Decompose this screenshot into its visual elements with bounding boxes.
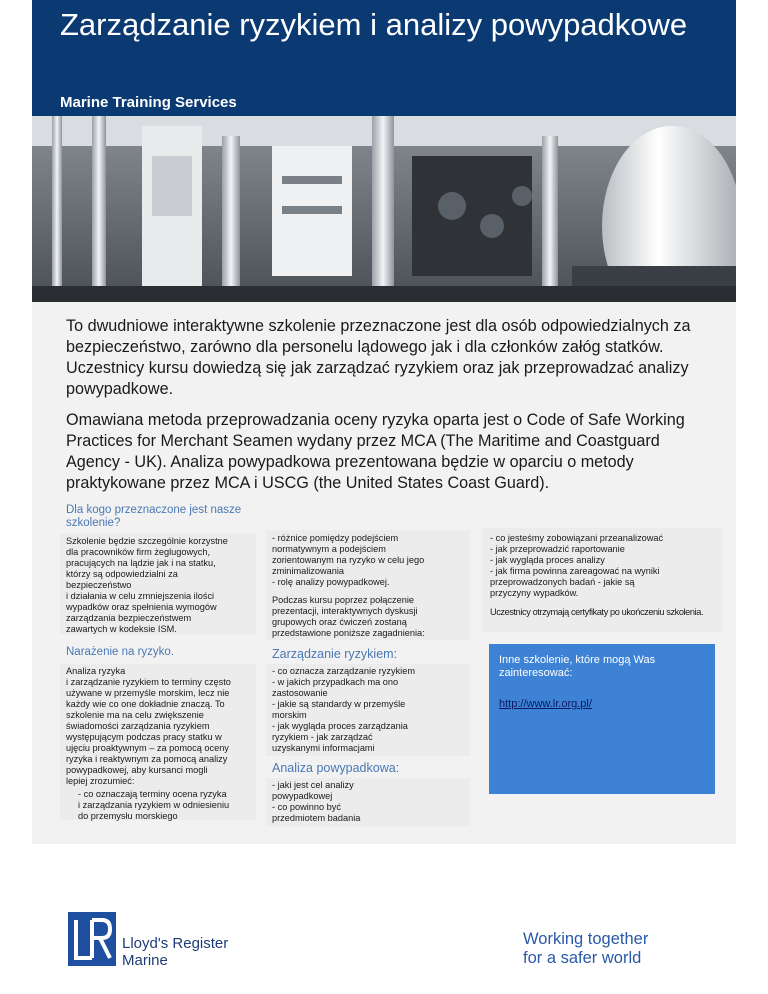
lloyds-register-wordmark bbox=[122, 935, 228, 969]
risk-exposure-heading: Narażenie na ryzyko. bbox=[66, 646, 175, 658]
target-audience-heading: Dla kogo przeznaczone jest nasze szkolenie? bbox=[66, 504, 242, 529]
risk-management-heading: Zarządzanie ryzykiem: bbox=[272, 647, 398, 661]
page-subtitle: Marine Training Services bbox=[60, 94, 237, 111]
accident-analysis-heading: Analiza powypadkowa: bbox=[272, 761, 400, 775]
accident-analysis-list: - jaki jest cel analizy powypadkowej - co powinno być przedmiotem badania bbox=[272, 780, 361, 823]
other-trainings-box bbox=[489, 644, 715, 794]
tagline-line-1: Working together bbox=[523, 930, 649, 948]
risk-exposure-text: Analiza ryzyka i zarządzanie ryzykiem to terminy często używane w przemyśle morskim, lecz nie każdy wie co one dokładnie znaczą. To szkolenie ma na celu zwiększenie świadomości zarządzania ryzykiem występującym podczas pracy statku w ujęciu proaktywnym – za pomocą oceny ryzyka i reaktywnym za pomocą analizy powypadkowej, aby kursanci mogli lepiej zrozumieć: bbox=[66, 666, 231, 786]
lloyds-register-logo bbox=[68, 912, 116, 971]
tagline bbox=[523, 930, 648, 968]
lr-website-link[interactable]: http://www.lr.org.pl/ bbox=[499, 698, 592, 710]
header-banner bbox=[32, 0, 736, 116]
course-method-text: Podczas kursu poprzez połączenie prezentacji, interaktywnych dyskusji grupowych oraz ćwiczeń zostaną przedstawione poniższe zagadnienia: bbox=[272, 595, 425, 638]
analysis-list: - co jesteśmy zobowiązani przeanalizować - jak przeprowadzić raportowanie - jak wygląda proces analizy - jak firma powinna zareagować na wyniki przeprowadzonych badań - jakie są przyczyny wypadków. bbox=[490, 533, 664, 598]
engine-room-photo bbox=[32, 116, 736, 302]
logo-text-line-2: Marine bbox=[122, 952, 168, 969]
differences-list: - różnice pomiędzy podejściem normatywnym a podejściem zorientowanym na ryzyko w celu jego zminimalizowania - rolę analizy powypadkowej. bbox=[272, 533, 425, 587]
risk-exposure-bullet: - co oznaczają terminy ocena ryzyka i zarządzania ryzykiem w odniesieniu do przemysłu morskiego bbox=[78, 789, 230, 821]
logo-text-line-1: Lloyd's Register bbox=[122, 935, 229, 952]
content-panel bbox=[32, 302, 736, 844]
page-title: Zarządzanie ryzykiem i analizy powypadkowe bbox=[60, 7, 688, 42]
tagline-line-2: for a safer world bbox=[523, 949, 642, 967]
intro-paragraph-2: Omawiana metoda przeprowadzania oceny ryzyka oparta jest o Code of Safe Working Practices for Merchant Seamen wydany przez MCA (The Maritime and Coastguard Agency - UK). Analiza powypadkowa prezentowana będzie w oparciu o metody praktykowane przez MCA i USCG (the United States Coast Guard). bbox=[66, 411, 685, 492]
certificate-note: Uczestnicy otrzymają certyfikaty po ukończeniu szkolenia. bbox=[490, 607, 704, 617]
intro-paragraph-1: To dwudniowe interaktywne szkolenie przeznaczone jest dla osób odpowiedzialnych za bezpieczeństwo, zarówno dla personelu lądowego jak i dla członków załóg statków. Uczestnicy kursu dowiedzą się jak zarządzać ryzykiem oraz jak przeprowadzać analizy powypadkowe. bbox=[66, 317, 691, 398]
other-trainings-text: Inne szkolenie, które mogą Was zainteresować: bbox=[499, 654, 656, 679]
target-audience-text: Szkolenie będzie szczególnie korzystne dla pracowników firm żeglugowych, pracujących na lądzie jak i na statku, którzy są odpowiedzialni za bezpieczeństwo i działania w celu zmniejszenia ilości wypadków oraz spełnienia wymogów zarządzania bezpieczeństwem zawartych w kodeksie ISM. bbox=[66, 536, 228, 634]
risk-management-list: - co oznacza zarządzanie ryzykiem - w jakich przypadkach ma ono zastosowanie - jakie są standardy w przemyśle morskim - jak wygląda proces zarządzania ryzykiem - jak zarządzać uzyskanymi informacjami bbox=[272, 666, 415, 753]
